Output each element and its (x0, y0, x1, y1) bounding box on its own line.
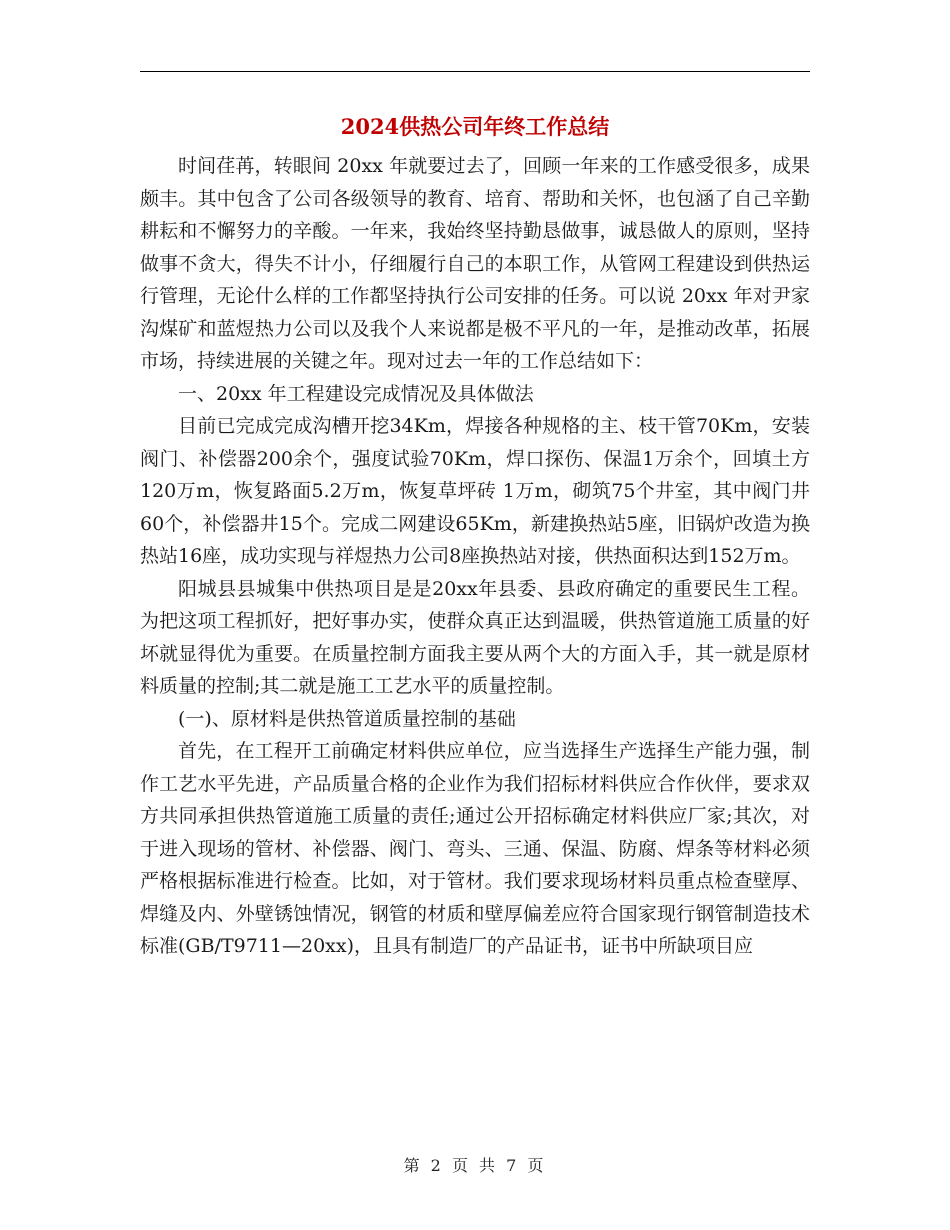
page-number: 第 2 页 共 7 页 (403, 1156, 547, 1175)
header-rule (140, 71, 810, 72)
document-title: 2024供热公司年终工作总结 (340, 114, 610, 139)
paragraph-intro: 时间荏苒，转眼间 20xx 年就要过去了，回顾一年来的工作感受很多，成果颇丰。其中包含了公司各级领导的教育、培育、帮助和关怀，也包涵了自己辛勤耕耘和不懈努力的辛酸。一年来，我始终坚持勤恳做事，诚恳做人的原则，坚持做事不贪大，得失不计小，仔细履行自己的本职工作，从管网工程建设到供热运行管理，无论什么样的工作都坚持执行公司安排的任务。可以说 20xx 年对尹家沟煤矿和蓝煜热力公司以及我个人来说都是极不平凡的一年，是推动改革，拓展市场，持续进展的关键之年。现对过去一年的工作总结如下： (140, 155, 810, 372)
section-heading-1: 一、20xx 年工程建设完成情况及具体做法 (178, 382, 534, 405)
subsection-heading-1: (一)、原材料是供热管道质量控制的基础 (178, 707, 516, 730)
paragraph-materials: 首先，在工程开工前确定材料供应单位，应当选择生产选择生产能力强，制作工艺水平先进，产品质量合格的企业作为我们招标材料供应合作伙伴，要求双方共同承担供热管道施工质量的责任;通过公开招标确定材料供应厂家;其次，对于进入现场的管材、补偿器、阀门、弯头、三通、保温、防腐、焊条等材料必须严格根据标准进行检查。比如，对于管材。我们要求现场材料员重点检查壁厚、焊缝及内、外壁锈蚀情况，钢管的材质和壁厚偏差应符合国家现行钢管制造技术标准(GB/T9711—20xx)，且具有制造厂的产品证书，证书中所缺项目应 (140, 740, 810, 957)
document-body (140, 150, 810, 963)
paragraph-progress: 目前已完成完成沟槽开挖34Km，焊接各种规格的主、枝干管70Km，安装阀门、补偿器200余个，强度试验70Km，焊口探伤、保温1万余个，回填土方120万m，恢复路面5.2万m，恢复草坪砖 1万m，砌筑75个井室，其中阀门井60个，补偿器井15个。完成二网建设65Km，新建换热站5座，旧锅炉改造为换热站16座，成功实现与祥煜热力公司8座换热站对接，供热面积达到152万m。 (140, 415, 810, 567)
paragraph-project: 阳城县县城集中供热项目是是20xx年县委、县政府确定的重要民生工程。为把这项工程抓好，把好事办实，使群众真正达到温暖，供热管道施工质量的好坏就显得优为重要。在质量控制方面我主要从两个大的方面入手，其一就是原材料质量的控制;其二就是施工工艺水平的质量控制。 (140, 577, 810, 697)
